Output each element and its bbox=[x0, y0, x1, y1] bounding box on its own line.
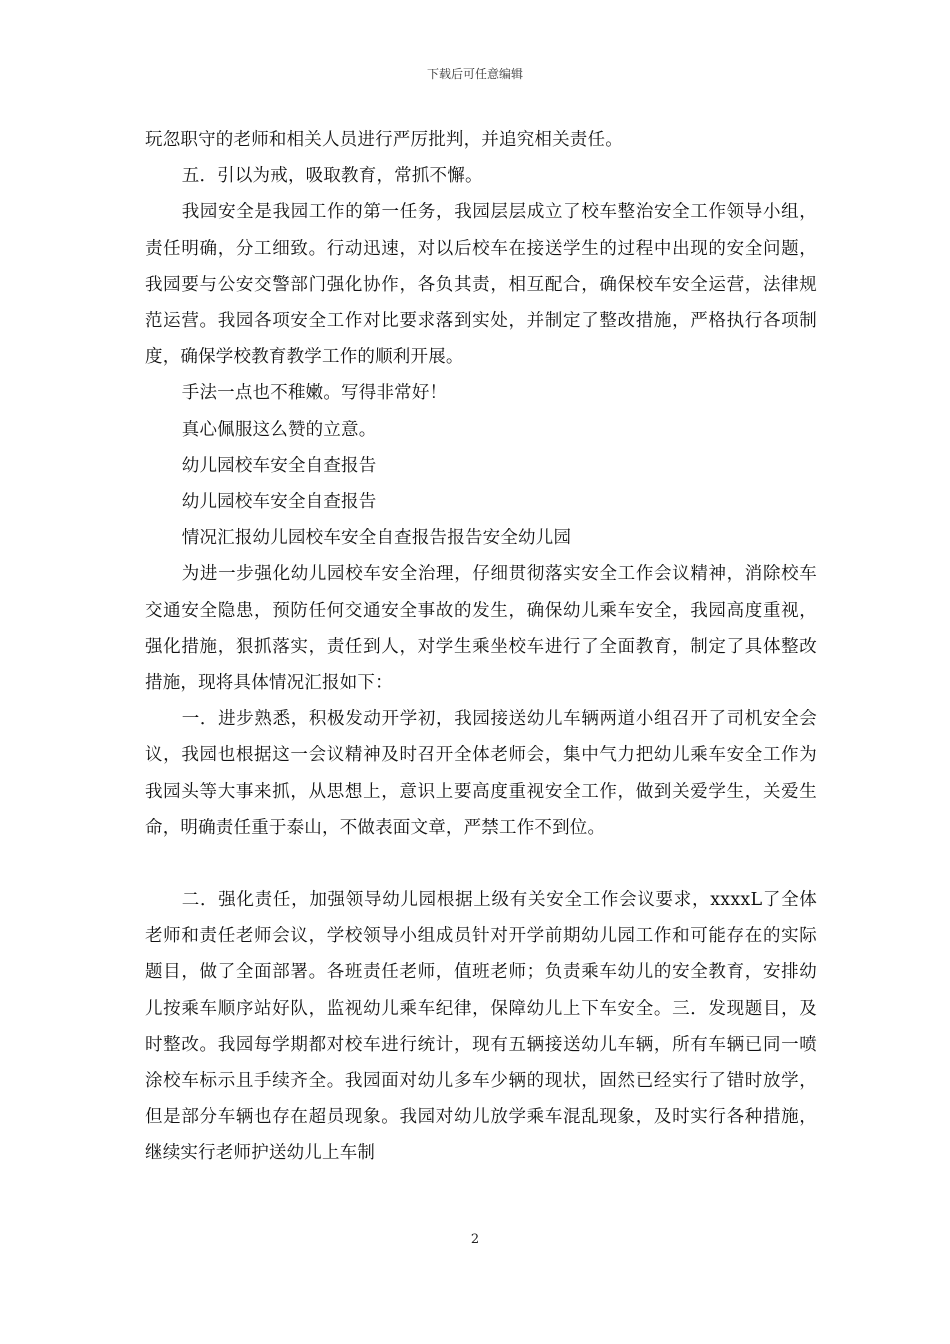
paragraph-section-five-heading: 五．引以为戒，吸取教育，常抓不懈。 bbox=[181, 166, 483, 187]
paragraph-section-one: 一．进步熟悉，积极发动开学初，我园接送幼儿车辆两道小组召开了司机安全会议，我园也根据这一会议精神及时召开全体老师会，集中气力把幼儿乘车安全工作为我园头等大事来抓，从思想上，意识上要高度重视安全工作，做到关爱学生，关爱生命，明确责任重于泰山，不做表面文章，严禁工作不到位。 bbox=[145, 709, 817, 838]
report-title: 幼儿园校车安全自查报告 bbox=[181, 455, 377, 476]
page-number: 2 bbox=[470, 1232, 480, 1247]
paragraph-safety-commitment: 我园安全是我园工作的第一任务，我园层层成立了校车整治安全工作领导小组，责任明确，分工细致。行动迅速，对以后校车在接送学生的过程中出现的安全问题，我园要与公安交警部门强化协作，各负其责，相互配合，确保校车安全运营，法律规范运营。我园各项安全工作对比要求落到实处，并制定了整改措施，严格执行各项制度，确保学校教育教学工作的顺利开展。 bbox=[145, 202, 817, 368]
report-title-repeat: 幼儿园校车安全自查报告 bbox=[181, 492, 377, 513]
paragraph-comment-praise: 手法一点也不稚嫩。写得非常好！ bbox=[181, 383, 448, 404]
document-body bbox=[145, 122, 817, 1172]
page-header: 下载后可任意编辑 bbox=[426, 67, 523, 81]
paragraph-introduction: 为进一步强化幼儿园校车安全治理，仔细贯彻落实安全工作会议精神，消除校车交通安全隐患，预防任何交通安全事故的发生，确保幼儿乘车安全，我园高度重视，强化措施，狠抓落实，责任到人，对学生乘坐校车进行了全面教育，制定了具体整改措施，现将具体情况汇报如下： bbox=[145, 564, 817, 694]
paragraph-section-two-three: 二．强化责任，加强领导幼儿园根据上级有关安全工作会议要求，xxxxL了全体老师和责任老师会议，学校领导小组成员针对开学前期幼儿园工作和可能存在的实际题目，做了全面部署。各班责任老师，值班老师；负责乘车幼儿的安全教育，安排幼儿按乘车顺序站好队，监视幼儿乘车纪律，保障幼儿上下车安全。三．发现题目，及时整改。我园每学期都对校车进行统计，现有五辆接送幼儿车辆，所有车辆已同一喷涂校车标示且手续齐全。我园面对幼儿多车少辆的现状，固然已经实行了错时放学，但是部分车辆也存在超员现象。我园对幼儿放学乘车混乱现象，及时实行各种措施，继续实行老师护送幼儿上车制 bbox=[145, 890, 817, 1164]
paragraph-comment-admire: 真心佩服这么赞的立意。 bbox=[181, 419, 377, 440]
paragraph-continuation: 玩忽职守的老师和相关人员进行严厉批判，并追究相关责任。 bbox=[145, 130, 623, 150]
report-keywords: 情况汇报幼儿园校车安全自查报告报告安全幼儿园 bbox=[181, 528, 572, 549]
